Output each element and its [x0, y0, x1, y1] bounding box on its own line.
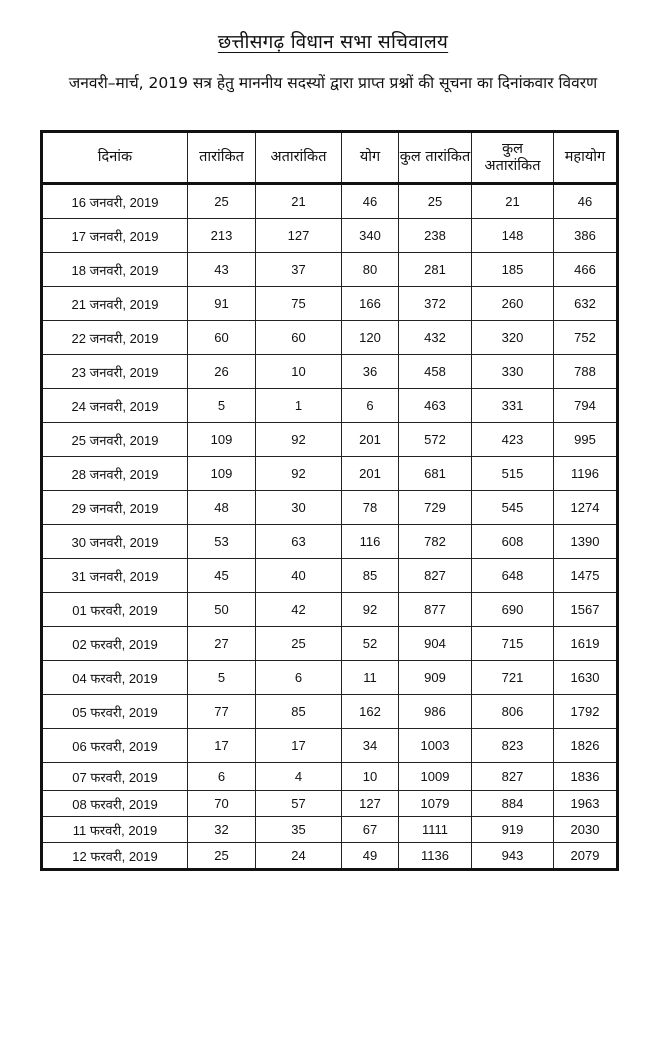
questions-table — [40, 130, 619, 871]
cell-cumulative-starred: 458 — [399, 355, 472, 389]
cell-total: 166 — [342, 287, 399, 321]
cell-unstarred: 60 — [256, 321, 342, 355]
table-row — [42, 843, 618, 870]
cell-cumulative-unstarred: 943 — [472, 843, 554, 870]
cell-grand-total: 1826 — [554, 729, 618, 763]
cell-cumulative-starred: 432 — [399, 321, 472, 355]
cell-date: 30 जनवरी, 2019 — [42, 525, 188, 559]
cell-grand-total: 1619 — [554, 627, 618, 661]
cell-unstarred: 37 — [256, 253, 342, 287]
cell-grand-total: 794 — [554, 389, 618, 423]
cell-cumulative-unstarred: 608 — [472, 525, 554, 559]
cell-unstarred: 63 — [256, 525, 342, 559]
table-row — [42, 525, 618, 559]
cell-cumulative-unstarred: 919 — [472, 817, 554, 843]
cell-total: 34 — [342, 729, 399, 763]
table-row — [42, 287, 618, 321]
cell-starred: 5 — [188, 661, 256, 695]
cell-grand-total: 386 — [554, 219, 618, 253]
cell-unstarred: 92 — [256, 423, 342, 457]
cell-total: 80 — [342, 253, 399, 287]
cell-cumulative-unstarred: 823 — [472, 729, 554, 763]
table-row — [42, 791, 618, 817]
cell-date: 01 फरवरी, 2019 — [42, 593, 188, 627]
cell-total: 340 — [342, 219, 399, 253]
cell-cumulative-starred: 372 — [399, 287, 472, 321]
cell-total: 162 — [342, 695, 399, 729]
cell-unstarred: 10 — [256, 355, 342, 389]
cell-starred: 60 — [188, 321, 256, 355]
cell-cumulative-starred: 463 — [399, 389, 472, 423]
cell-starred: 109 — [188, 457, 256, 491]
cell-cumulative-starred: 572 — [399, 423, 472, 457]
cell-cumulative-starred: 877 — [399, 593, 472, 627]
cell-cumulative-starred: 827 — [399, 559, 472, 593]
cell-total: 46 — [342, 184, 399, 219]
cell-total: 201 — [342, 457, 399, 491]
cell-cumulative-starred: 1079 — [399, 791, 472, 817]
table-row — [42, 457, 618, 491]
cell-cumulative-starred: 1009 — [399, 763, 472, 791]
table-row — [42, 729, 618, 763]
cell-cumulative-starred: 281 — [399, 253, 472, 287]
cell-grand-total: 1792 — [554, 695, 618, 729]
cell-grand-total: 632 — [554, 287, 618, 321]
table-row — [42, 389, 618, 423]
cell-grand-total: 466 — [554, 253, 618, 287]
header-starred: तारांकित — [188, 132, 256, 184]
table-row — [42, 695, 618, 729]
cell-date: 07 फरवरी, 2019 — [42, 763, 188, 791]
cell-unstarred: 25 — [256, 627, 342, 661]
cell-unstarred: 127 — [256, 219, 342, 253]
cell-cumulative-unstarred: 715 — [472, 627, 554, 661]
cell-total: 92 — [342, 593, 399, 627]
table-row — [42, 321, 618, 355]
cell-total: 116 — [342, 525, 399, 559]
cell-unstarred: 57 — [256, 791, 342, 817]
cell-date: 29 जनवरी, 2019 — [42, 491, 188, 525]
cell-grand-total: 1630 — [554, 661, 618, 695]
cell-cumulative-starred: 1003 — [399, 729, 472, 763]
cell-unstarred: 6 — [256, 661, 342, 695]
cell-date: 28 जनवरी, 2019 — [42, 457, 188, 491]
cell-starred: 50 — [188, 593, 256, 627]
cell-total: 52 — [342, 627, 399, 661]
cell-cumulative-starred: 25 — [399, 184, 472, 219]
cell-grand-total: 1196 — [554, 457, 618, 491]
cell-cumulative-unstarred: 690 — [472, 593, 554, 627]
cell-grand-total: 2079 — [554, 843, 618, 870]
cell-unstarred: 40 — [256, 559, 342, 593]
cell-grand-total: 1567 — [554, 593, 618, 627]
cell-unstarred: 21 — [256, 184, 342, 219]
cell-unstarred: 92 — [256, 457, 342, 491]
cell-date: 23 जनवरी, 2019 — [42, 355, 188, 389]
cell-cumulative-unstarred: 185 — [472, 253, 554, 287]
cell-grand-total: 1390 — [554, 525, 618, 559]
cell-starred: 27 — [188, 627, 256, 661]
cell-starred: 77 — [188, 695, 256, 729]
cell-total: 127 — [342, 791, 399, 817]
cell-total: 67 — [342, 817, 399, 843]
cell-date: 22 जनवरी, 2019 — [42, 321, 188, 355]
cell-date: 25 जनवरी, 2019 — [42, 423, 188, 457]
cell-cumulative-starred: 681 — [399, 457, 472, 491]
cell-cumulative-unstarred: 806 — [472, 695, 554, 729]
cell-date: 21 जनवरी, 2019 — [42, 287, 188, 321]
cell-grand-total: 788 — [554, 355, 618, 389]
cell-starred: 26 — [188, 355, 256, 389]
cell-total: 49 — [342, 843, 399, 870]
cell-starred: 43 — [188, 253, 256, 287]
cell-cumulative-starred: 729 — [399, 491, 472, 525]
cell-date: 24 जनवरी, 2019 — [42, 389, 188, 423]
header-cumulative-starred: कुल तारांकित — [399, 132, 472, 184]
cell-unstarred: 75 — [256, 287, 342, 321]
cell-cumulative-unstarred: 330 — [472, 355, 554, 389]
cell-cumulative-unstarred: 721 — [472, 661, 554, 695]
table-row — [42, 423, 618, 457]
cell-grand-total: 1274 — [554, 491, 618, 525]
cell-grand-total: 1836 — [554, 763, 618, 791]
table-row — [42, 253, 618, 287]
cell-total: 201 — [342, 423, 399, 457]
document-subtitle: जनवरी–मार्च, 2019 सत्र हेतु माननीय सदस्यों द्वारा प्राप्त प्रश्नों की सूचना का दिनांकवार विवरण — [68, 74, 598, 92]
cell-cumulative-unstarred: 21 — [472, 184, 554, 219]
cell-grand-total: 995 — [554, 423, 618, 457]
cell-date: 17 जनवरी, 2019 — [42, 219, 188, 253]
cell-starred: 32 — [188, 817, 256, 843]
cell-starred: 17 — [188, 729, 256, 763]
table-header-row — [42, 132, 618, 184]
table-row — [42, 559, 618, 593]
cell-starred: 45 — [188, 559, 256, 593]
cell-date: 16 जनवरी, 2019 — [42, 184, 188, 219]
cell-cumulative-unstarred: 260 — [472, 287, 554, 321]
cell-unstarred: 1 — [256, 389, 342, 423]
cell-starred: 5 — [188, 389, 256, 423]
header-grand-total: महायोग — [554, 132, 618, 184]
table-row — [42, 219, 618, 253]
cell-date: 05 फरवरी, 2019 — [42, 695, 188, 729]
cell-grand-total: 752 — [554, 321, 618, 355]
cell-cumulative-unstarred: 331 — [472, 389, 554, 423]
cell-cumulative-unstarred: 515 — [472, 457, 554, 491]
header-total: योग — [342, 132, 399, 184]
cell-total: 10 — [342, 763, 399, 791]
document-title: छत्तीसगढ़ विधान सभा सचिवालय — [217, 31, 449, 53]
table-row — [42, 491, 618, 525]
cell-total: 120 — [342, 321, 399, 355]
cell-unstarred: 85 — [256, 695, 342, 729]
cell-grand-total: 1963 — [554, 791, 618, 817]
cell-cumulative-unstarred: 423 — [472, 423, 554, 457]
cell-date: 31 जनवरी, 2019 — [42, 559, 188, 593]
cell-cumulative-starred: 782 — [399, 525, 472, 559]
header-date: दिनांक — [42, 132, 188, 184]
cell-total: 6 — [342, 389, 399, 423]
table-row — [42, 627, 618, 661]
table-body — [42, 184, 618, 870]
header-unstarred: अतारांकित — [256, 132, 342, 184]
cell-date: 12 फरवरी, 2019 — [42, 843, 188, 870]
cell-cumulative-unstarred: 648 — [472, 559, 554, 593]
cell-unstarred: 35 — [256, 817, 342, 843]
cell-cumulative-starred: 909 — [399, 661, 472, 695]
cell-cumulative-unstarred: 827 — [472, 763, 554, 791]
cell-unstarred: 42 — [256, 593, 342, 627]
cell-date: 02 फरवरी, 2019 — [42, 627, 188, 661]
table-row — [42, 184, 618, 219]
cell-starred: 48 — [188, 491, 256, 525]
cell-cumulative-unstarred: 320 — [472, 321, 554, 355]
cell-date: 08 फरवरी, 2019 — [42, 791, 188, 817]
cell-grand-total: 1475 — [554, 559, 618, 593]
table-row — [42, 355, 618, 389]
cell-total: 85 — [342, 559, 399, 593]
cell-starred: 70 — [188, 791, 256, 817]
header-cumulative-unstarred: कुल अतारांकित — [472, 132, 554, 184]
table-row — [42, 593, 618, 627]
cell-unstarred: 30 — [256, 491, 342, 525]
table-row — [42, 763, 618, 791]
cell-cumulative-unstarred: 148 — [472, 219, 554, 253]
cell-cumulative-unstarred: 884 — [472, 791, 554, 817]
cell-cumulative-starred: 238 — [399, 219, 472, 253]
cell-grand-total: 2030 — [554, 817, 618, 843]
cell-cumulative-unstarred: 545 — [472, 491, 554, 525]
cell-date: 11 फरवरी, 2019 — [42, 817, 188, 843]
cell-cumulative-starred: 904 — [399, 627, 472, 661]
cell-starred: 25 — [188, 184, 256, 219]
cell-cumulative-starred: 1136 — [399, 843, 472, 870]
cell-cumulative-starred: 986 — [399, 695, 472, 729]
cell-cumulative-starred: 1111 — [399, 817, 472, 843]
cell-starred: 109 — [188, 423, 256, 457]
cell-total: 11 — [342, 661, 399, 695]
cell-date: 06 फरवरी, 2019 — [42, 729, 188, 763]
cell-grand-total: 46 — [554, 184, 618, 219]
cell-total: 36 — [342, 355, 399, 389]
cell-unstarred: 24 — [256, 843, 342, 870]
cell-unstarred: 17 — [256, 729, 342, 763]
cell-date: 04 फरवरी, 2019 — [42, 661, 188, 695]
table-row — [42, 661, 618, 695]
cell-unstarred: 4 — [256, 763, 342, 791]
cell-date: 18 जनवरी, 2019 — [42, 253, 188, 287]
cell-starred: 6 — [188, 763, 256, 791]
table-row — [42, 817, 618, 843]
cell-starred: 53 — [188, 525, 256, 559]
cell-starred: 213 — [188, 219, 256, 253]
cell-starred: 25 — [188, 843, 256, 870]
cell-starred: 91 — [188, 287, 256, 321]
cell-total: 78 — [342, 491, 399, 525]
